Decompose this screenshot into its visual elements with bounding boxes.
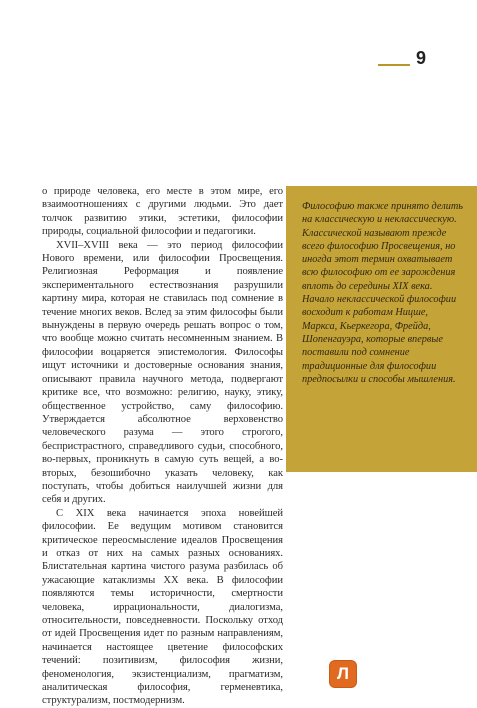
paragraph-2: XVII–XVIII века — это период философии Нового времени, или философии Просвещения. Религиозная Реформация и появление экспериментального естествознания разрушили картину мира, которая не ставилась под сомнение в течение многих веков. Вслед за этим философы были вынуждены в первую очередь решать вопрос о том, что вообще можно считать несомненным знанием. В философии воцаряется эпистемология. Философы ищут источники и достоверные основания знания, описывают правила научного метода, подвергают критике все, что возможно: религию, науку, этику, общественное устройство, саму философию. Утверждается абсолютное верховенство человеческого разума — этого строгого, беспристрастного, справедливого судьи, способного, во-первых, проникнуть в самую суть вещей, а во-вторых, безошибочно указать человеку, как поступать, чтобы добиться наилучшей жизни для себя и других. — [42, 239, 283, 506]
logo-letter: Л — [337, 664, 349, 683]
sidebar-note-box — [286, 186, 477, 472]
sidebar-note-text: Философию также принято делить на классическую и неклассическую. Классической называют прежде всего философию Просвещения, но иногда этот термин охватывает всю философию от ее зарождения вплоть до середины XIX века. Начало неклассической философии восходит к работам Ницше, Маркса, Кьеркегора, Фрейда, Шопенгауэра, которые впервые поставили под сомнение традиционные для философии предпосылки и способы мышления. — [302, 201, 463, 385]
paragraph-3: С XIX века начинается эпоха новейшей философии. Ее ведущим мотивом становится критическое переосмысление идеалов Просвещения и отказ от них на самых разных основаниях. Блистательная картина чистого разума разбилась об ужасающие катаклизмы XX века. В философии появляются темы историчности, смертности человека, иррациональности, диалогизма, относительности, повседневности. Поскольку отход от идей Просвещения идет по разным направлениям, начинается настоящее цветение философских течений: позитивизм, философия жизни, феноменология, экзистенциализм, прагматизм, аналитическая философия, герменевтика, структурализм, постмодернизм. — [42, 507, 283, 707]
main-text-column — [42, 185, 283, 708]
paragraph-1: о природе человека, его месте в этом мире, его взаимоотношениях с другими людьми. Это дает толчок развитию этики, эстетики, философии природы, социальной философии и педагогики. — [42, 186, 283, 238]
page-number-area — [378, 46, 438, 76]
page-number-rule — [378, 64, 410, 66]
page-number: 9 — [416, 48, 427, 68]
publisher-logo-icon — [330, 661, 356, 687]
